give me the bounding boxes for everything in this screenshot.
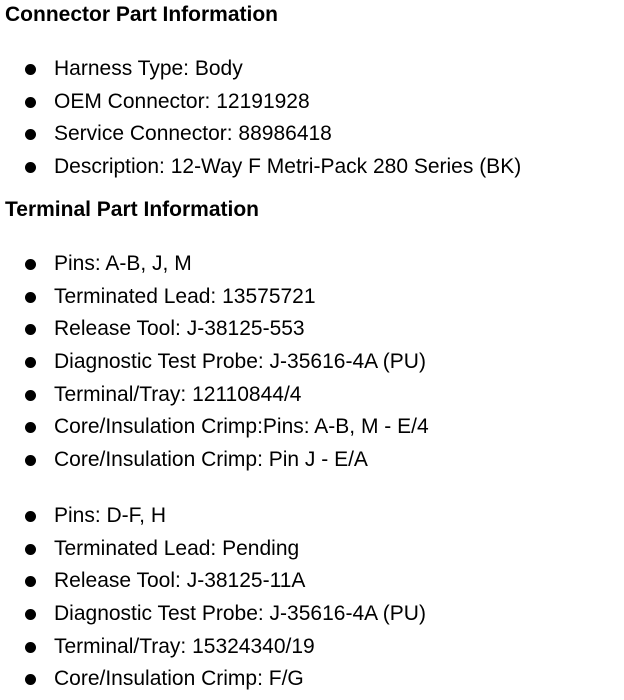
bullet-icon: [25, 292, 36, 303]
bullet-icon: [25, 97, 36, 108]
bullet-icon: [25, 162, 36, 173]
bullet-icon: [25, 576, 36, 587]
bullet-icon: [25, 129, 36, 140]
bullet-icon: [25, 357, 36, 368]
connector-info-list: [0, 53, 521, 184]
item-text: Core/Insulation Crimp: F/G: [54, 667, 304, 691]
list-item: [0, 53, 521, 86]
list-item: [0, 118, 521, 151]
item-text: Terminal/Tray: 15324340/19: [54, 634, 315, 658]
connector-section-heading: Connector Part Information: [5, 3, 279, 26]
list-item: [0, 598, 426, 631]
bullet-icon: [25, 511, 36, 522]
list-item: [0, 500, 426, 533]
bullet-icon: [25, 674, 36, 685]
list-item: [0, 281, 429, 314]
list-item: [0, 631, 426, 664]
item-text: OEM Connector: 12191928: [54, 89, 310, 113]
item-text: Terminal/Tray: 12110844/4: [54, 382, 302, 406]
item-text: Service Connector: 88986418: [54, 122, 332, 146]
bullet-icon: [25, 422, 36, 433]
bullet-icon: [25, 64, 36, 75]
item-text: Description: 12-Way F Metri-Pack 280 Series (BK): [54, 155, 522, 179]
item-text: Release Tool: J-38125-553: [54, 317, 305, 341]
list-item: [0, 151, 521, 184]
list-item: [0, 313, 429, 346]
list-item: [0, 411, 429, 444]
item-text: Terminated Lead: Pending: [54, 536, 300, 560]
item-text: Diagnostic Test Probe: J-35616-4A (PU): [54, 350, 426, 374]
item-text: Diagnostic Test Probe: J-35616-4A (PU): [54, 602, 426, 626]
list-item: [0, 379, 429, 412]
terminal-section-heading: Terminal Part Information: [5, 198, 259, 221]
terminal-info-list-1: [0, 248, 429, 477]
bullet-icon: [25, 455, 36, 466]
item-text: Core/Insulation Crimp: Pin J - E/A: [54, 448, 368, 472]
terminal-info-list-2: [0, 500, 426, 696]
item-text: Harness Type: Body: [54, 57, 243, 80]
list-item: [0, 565, 426, 598]
bullet-icon: [25, 609, 36, 620]
list-item: [0, 346, 429, 379]
list-item: [0, 86, 521, 119]
bullet-icon: [25, 324, 36, 335]
item-text: Release Tool: J-38125-11A: [54, 569, 306, 593]
list-item: [0, 248, 429, 281]
bullet-icon: [25, 544, 36, 555]
item-text: Pins: D-F, H: [54, 504, 167, 527]
bullet-icon: [25, 259, 36, 270]
item-text: Core/Insulation Crimp:Pins: A-B, M - E/4: [54, 415, 429, 439]
item-text: Pins: A-B, J, M: [54, 252, 192, 275]
list-item: [0, 533, 426, 566]
list-item: [0, 444, 429, 477]
item-text: Terminated Lead: 13575721: [54, 284, 316, 308]
bullet-icon: [25, 390, 36, 401]
bullet-icon: [25, 642, 36, 653]
list-item: [0, 663, 426, 696]
